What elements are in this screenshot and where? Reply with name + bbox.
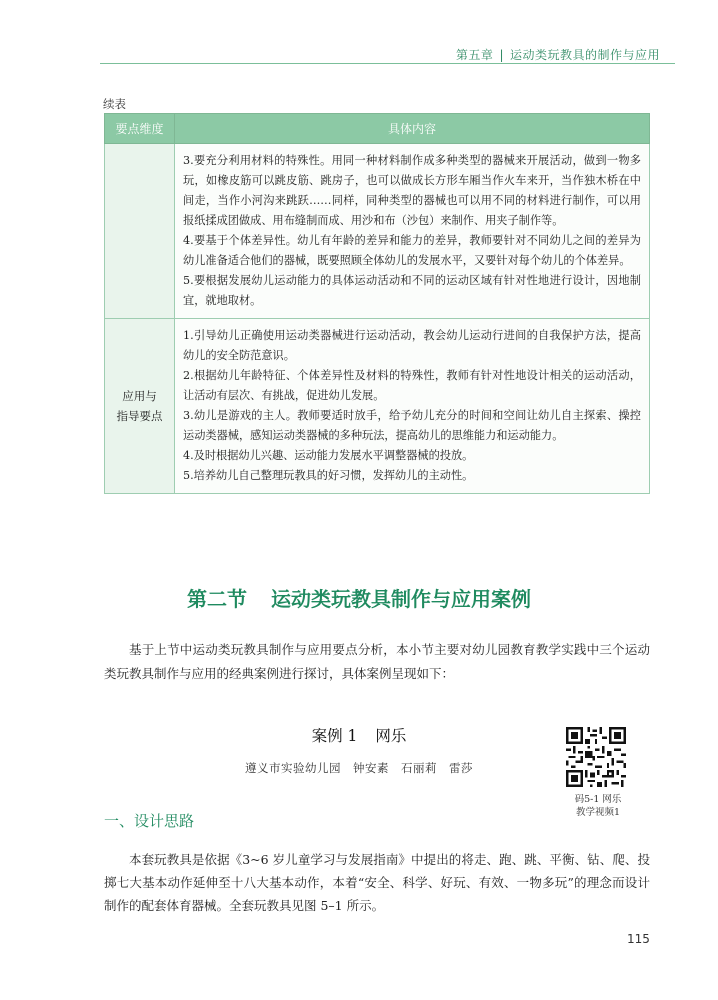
body-paragraph <box>104 848 650 917</box>
content-cell <box>175 319 650 494</box>
list-item: 4.及时根据幼儿兴趣、运动能力发展水平调整器械的投放。 <box>183 449 474 462</box>
body-text: 本套玩教具是依据《3~6 岁儿童学习与发展指南》中提出的将走、跑、跳、平衡、钻、爬、投掷七大基本动作延伸至十八大基本动作，本着“安全、科学、好玩、有效、一物多玩”的理念而设计制作的配套体育器械。全套玩教具见图 5–1 所示。 <box>104 852 650 913</box>
dimension-line: 指导要点 <box>116 409 163 423</box>
chapter-label: 第五章 <box>455 48 494 62</box>
qr-code-icon[interactable] <box>566 727 626 787</box>
header-dimension: 要点维度 <box>105 114 175 144</box>
table-continued-label: 续表 <box>103 97 126 111</box>
case-label: 案例 1 <box>311 727 358 745</box>
table-row <box>105 144 650 319</box>
list-item: 5.培养幼儿自己整理玩教具的好习惯，发挥幼儿的主动性。 <box>183 469 474 482</box>
case-name: 网乐 <box>375 727 407 745</box>
list-item: 5.要根据发展幼儿运动能力的具体运动活动和不同的运动区域有针对性地进行设计，因地制宜，就地取材。 <box>183 274 641 307</box>
intro-paragraph <box>104 638 650 686</box>
page-number: 115 <box>627 932 650 946</box>
table-row <box>105 319 650 494</box>
list-item: 1.引导幼儿正确使用运动类器械进行运动活动，教会幼儿运动行进间的自我保护方法，提高幼儿的安全防范意识。 <box>183 329 641 362</box>
header-rule <box>100 63 675 64</box>
dimension-line: 应用与 <box>122 389 157 403</box>
qr-caption-line: 码5-1 网乐 <box>574 794 622 805</box>
qr-caption <box>556 793 640 819</box>
running-header <box>456 46 660 63</box>
section-name: 运动类玩教具制作与应用案例 <box>271 587 531 611</box>
subheading-design-idea: 一、设计思路 <box>104 812 195 830</box>
case-authors: 遵义市实验幼儿园 钟安素 石丽莉 雷莎 <box>245 761 473 775</box>
list-item: 4.要基于个体差异性。幼儿有年龄的差异和能力的差异，教师要针对不同幼儿之间的差异为幼儿准备适合他们的器械，既要照顾全体幼儿的发展水平，又要针对每个幼儿的个体差异。 <box>183 234 641 267</box>
header-content: 具体内容 <box>175 114 650 144</box>
page-header <box>0 0 718 68</box>
section-number: 第二节 <box>187 587 247 611</box>
section-title <box>0 583 718 612</box>
key-points-table <box>104 113 650 494</box>
dimension-cell-empty <box>105 144 175 319</box>
header-separator: | <box>499 48 504 62</box>
table-header-row <box>105 114 650 144</box>
dimension-cell <box>105 319 175 494</box>
content-cell <box>175 144 650 319</box>
list-item: 3.幼儿是游戏的主人。教师要适时放手，给予幼儿充分的时间和空间让幼儿自主探索、操控运动类器械，感知运动类器械的多种玩法，提高幼儿的思维能力和运动能力。 <box>183 409 641 442</box>
intro-text: 基于上节中运动类玩教具制作与应用要点分析，本小节主要对幼儿园教育教学实践中三个运动类玩教具制作与应用的经典案例进行探讨，具体案例呈现如下： <box>104 642 650 681</box>
list-item: 3.要充分利用材料的特殊性。用同一种材料制作成多种类型的器械来开展活动，做到一物多玩，如橡皮筋可以跳皮筋、跳房子，也可以做成长方形车厢当作火车来开，当作独木桥在中间走，当作小河沟来跳跃……同样，同种类型的器械也可以用不同的材料进行制作，可以用报纸揉成团做成、用布缝制而成、用沙和布（沙包）来制作、用夹子制作等。 <box>183 154 641 227</box>
chapter-title: 运动类玩教具的制作与应用 <box>509 48 660 62</box>
qr-caption-line: 教学视频1 <box>575 807 621 818</box>
list-item: 2.根据幼儿年龄特征、个体差异性及材料的特殊性，教师有针对性地设计相关的运动活动，让活动有层次、有挑战，促进幼儿发展。 <box>183 369 641 402</box>
